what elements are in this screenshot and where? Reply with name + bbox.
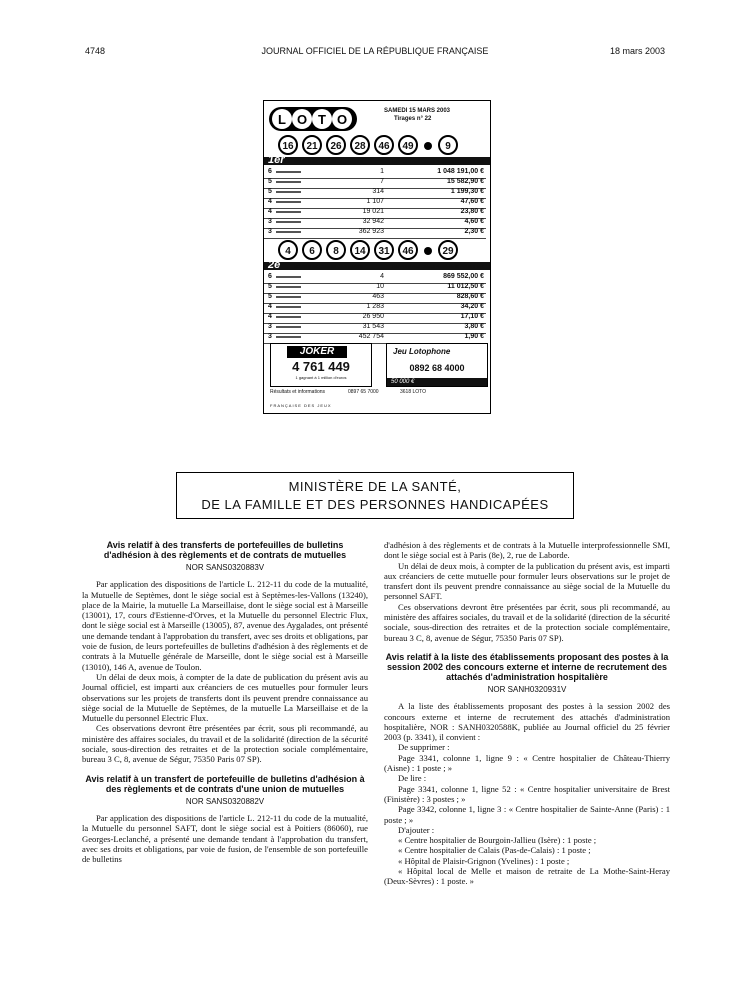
list-line: De lire : [398, 773, 427, 784]
svg-text:O: O [296, 112, 308, 127]
col-winners: NOMBRE DE GRILLES GAGNANTES [294, 264, 363, 269]
list-line: Page 3341, colonne 1, ligne 9 : « Centre hospitalier de Château-Thierry (Aisne) : 1 poste ; » [384, 752, 670, 774]
ministry-line1: MINISTÈRE DE LA SANTÉ, [288, 479, 462, 494]
notice2-title: Avis relatif à un transfert de portefeuille de bulletins d'adhésion à des règlements et de contrats d'une union de mutuelles [85, 773, 365, 794]
bonus-separator [424, 247, 432, 255]
list-line: D'ajouter : [398, 824, 435, 835]
drawn-ball: 31 [374, 240, 394, 260]
drawn-ball: 8 [326, 240, 346, 260]
rank: 3 [268, 333, 272, 340]
bonus-separator [424, 142, 432, 150]
notice2-para3: Ces observations devront être présentées par écrit, sous pli recommandé, au ministère des affaires sociales, du travail et de la solidarité (direction de la sécurité sociale, sous-direction des retraites et de la protection sociale complémentaire, bureau 3 C, 8, avenue de Ségur, 75350 Paris 07 SP). [384, 601, 670, 643]
rank-description [276, 211, 301, 213]
prize-amount: 1 199,30 € [450, 188, 484, 195]
joker-logo: JOKER [287, 346, 347, 358]
loto-results-figure [263, 100, 491, 414]
prize-amount: 828,60 € [456, 293, 484, 300]
rank-description [276, 306, 301, 308]
winners-count: 4 [380, 273, 384, 280]
list-line: « Centre hospitalier de Calais (Pas-de-Calais) : 1 poste ; [398, 845, 591, 856]
rank-description [276, 336, 301, 338]
drawn-ball: 46 [374, 135, 394, 155]
winners-count: 26 950 [362, 313, 384, 320]
lotophone-band: 50 000 € [387, 378, 487, 386]
rank-description [276, 191, 301, 193]
notice3-title: Avis relatif à la liste des établissements proposant des postes à la session 2002 des concours externe et interne de recrutement des attachés d'administration hospitalière [385, 651, 669, 682]
notice1-para3: Ces observations devront être présentées par écrit, sous pli recommandé, au ministère des affaires sociales, du travail et de la solidarité (direction de la sécurité sociale, sous-direction des retraites et de la protection sociale complémentaire, bureau 3 C, 8, avenue de Ségur, 75350 Paris 07 SP). [82, 723, 368, 765]
prize-amount: 1,90 € [464, 333, 484, 340]
rank: 4 [268, 208, 272, 215]
notice1-para1: Par application des dispositions de l'article L. 212-11 du code de la mutualité, la Mutuelle de Septèmes, dont le siège social est à Septèmes-les-Vallons (13240), place de la Mairie, la mutuelle La Marseillaise, dont le siège social est à Marseille (13001), 17, cours d'Estienne-d'Orves, et la Mutuelle du personnel Electric Flux, dont le siège social est à Marseille (13005), 87, avenue des Aygalades, ont présenté une demande tendant à l'approbation du transfert, avec ses droits et obligations, par voie de fusion, de leurs portefeuilles de bulletins d'adhésion à des règlements et de contrats à la Mutuelle générale de Marseille, dont le siège social est à Marseille (13010), 146 A, avenue de Toulon. [82, 579, 369, 672]
draw-info [384, 107, 484, 123]
ministry-line2: DE LA FAMILLE ET DES PERSONNES HANDICAPÉES [201, 497, 549, 512]
rank-description [276, 181, 301, 183]
rank-description [276, 316, 301, 318]
rank: 5 [268, 188, 272, 195]
rank-description [276, 221, 301, 223]
rank: 4 [268, 198, 272, 205]
drawn-ball: 14 [350, 240, 370, 260]
notice2-para1-cont: d'adhésion à des règlements et de contrats à la Mutuelle interprofessionnelle SMI, dont le siège social est à Paris (8e), 2, rue de Laborde. [384, 540, 670, 561]
winners-count: 314 [372, 188, 384, 195]
draw2-tag: 2e [268, 259, 281, 271]
winners-count: 1 107 [366, 198, 384, 205]
winners-count: 362 923 [358, 228, 384, 235]
notice1-title: Avis relatif à des transferts de portefeuilles de bulletins d'adhésion à des règlements et de contrats de mutuelles [103, 540, 347, 560]
notice2-para1: Par application des dispositions de l'article L. 212-11 du code de la mutualité, la Mutuelle du personnel SAFT, dont le siège social est à Poitiers (86060), rue Georges-Leclanché, a présenté une demande tendant à l'approbation du transfert, avec ses droits et obligations, par voie de fusion, de l'ensemble de son portefeuille de bulletins [82, 812, 368, 865]
lotophone-label: Jeu Lotophone [393, 347, 451, 356]
bonus-ball: 29 [438, 240, 458, 260]
lotophone-box [386, 343, 488, 387]
list-line: « Hôpital de Plaisir-Grignon (Yvelines) : 1 poste ; [398, 855, 570, 866]
list-line: Page 3342, colonne 1, ligne 3 : « Centre hospitalier de Sainte-Anne (Paris) : 1 poste ; » [384, 804, 670, 825]
prize-amount: 23,80 € [460, 208, 484, 215]
svg-text:T: T [318, 112, 326, 127]
list-line: De supprimer : [398, 742, 450, 753]
drawn-ball: 21 [302, 135, 322, 155]
draw1-tag: 1er [268, 154, 285, 166]
rank-description [276, 171, 301, 173]
drawn-ball: 26 [326, 135, 346, 155]
winners-count: 1 283 [366, 303, 384, 310]
footer-minitel: 3618 LOTO [400, 389, 427, 395]
drawn-ball: 16 [278, 135, 298, 155]
prize-amount: 11 012,50 € [447, 283, 484, 290]
col-amount: RAPPORT PAR GRILLE GAGNANTE POUR 0,15 € [392, 159, 485, 164]
drawn-ball: 49 [398, 135, 418, 155]
draw2-balls [266, 240, 488, 262]
svg-text:O: O [336, 112, 348, 127]
winners-count: 32 942 [362, 218, 384, 225]
rank: 3 [268, 228, 272, 235]
ministry-heading [176, 472, 574, 519]
prize-amount: 34,20 € [460, 303, 484, 310]
winners-count: 7 [380, 178, 384, 185]
winners-count: 10 [376, 283, 384, 290]
rank: 3 [268, 323, 272, 330]
rank: 6 [268, 273, 272, 280]
fdj-logo: FRANÇAISE DES JEUX [270, 403, 332, 408]
rank-description [276, 231, 301, 233]
rank-description [276, 326, 301, 328]
journal-title: JOURNAL OFFICIEL DE LA RÉPUBLIQUE FRANÇAISE [261, 46, 489, 56]
footer-info: Résultats et informations [270, 389, 326, 395]
rank: 4 [268, 303, 272, 310]
drawn-ball: 46 [398, 240, 418, 260]
rank-description [276, 201, 301, 203]
prize-amount: 1 048 191,00 € [437, 168, 484, 175]
prize-amount: 2,30 € [464, 228, 484, 235]
footer-phone: 0897 65 7000 [348, 389, 379, 395]
joker-number: 4 761 449 [292, 359, 350, 374]
prize-amount: 17,10 € [460, 313, 484, 320]
list-line: « Centre hospitalier de Bourgoin-Jallieu (Isère) : 1 poste ; [398, 835, 597, 846]
lotophone-number: 0892 68 4000 [409, 363, 465, 373]
prize-amount: 4,60 € [464, 218, 484, 225]
prize-amount: 869 552,00 € [443, 273, 484, 280]
table-row [264, 227, 486, 239]
notice1-nor: NOR SANS0320883V [185, 563, 265, 572]
joker-note: 1 gagnant à 1 million d'euros [295, 375, 347, 380]
notice3-nor: NOR SANH0320931V [487, 684, 567, 694]
rank-description [276, 286, 301, 288]
rank: 5 [268, 283, 272, 290]
rank: 4 [268, 313, 272, 320]
prize-amount: 15 582,90 € [447, 178, 484, 185]
right-column [384, 540, 670, 887]
left-column [82, 540, 368, 864]
drawn-ball: 4 [278, 240, 298, 260]
drawn-ball: 6 [302, 240, 322, 260]
rank: 5 [268, 178, 272, 185]
prize-amount: 3,80 € [464, 323, 484, 330]
notice2-nor: NOR SANS0320882V [185, 796, 265, 806]
draw1-balls [266, 135, 488, 157]
joker-box [270, 343, 372, 387]
drawn-ball: 28 [350, 135, 370, 155]
notice3-para1: A la liste des établissements proposant des postes à la session 2002 des concours externe et interne de recrutement des attachés d'administration hospitalière, NOR : SANH0320588K, publiée au Journal officiel du 25 février 2003 (p. 3341), il convient : [384, 701, 670, 743]
col-winners: NOMBRE DE GRILLES GAGNANTES [294, 159, 363, 164]
svg-text:L: L [278, 112, 286, 127]
notice1-para2: Un délai de deux mois, à compter de la date de publication du présent avis au Journal officiel, est imparti aux créanciers de ces mutuelles pour formuler leurs observations sur les projets de transferts dont ils peuvent prendre connaissance au siège social de la Mutuelle de Septèmes, de la mutuelle La Marseillaise et de la Mutuelle du personnel Electric Flux. [82, 671, 368, 724]
page-number: 4748 [85, 46, 106, 56]
draw-date: SAMEDI 15 MARS 2003 [384, 108, 451, 114]
col-amount: RAPPORT PAR GRILLE GAGNANTE POUR 0,15 € [392, 264, 485, 269]
winners-count: 31 543 [362, 323, 384, 330]
loto-logo [268, 105, 358, 133]
rank: 5 [268, 293, 272, 300]
rank-description [276, 296, 301, 298]
winners-count: 19 021 [362, 208, 384, 215]
winners-count: 452 754 [358, 333, 384, 340]
draw-number: Tirages n° 22 [394, 116, 432, 122]
bonus-ball: 9 [438, 135, 458, 155]
winners-count: 1 [380, 168, 384, 175]
rank-description [276, 276, 301, 278]
issue-date: 18 mars 2003 [609, 46, 665, 56]
winners-count: 463 [372, 293, 384, 300]
rank: 3 [268, 218, 272, 225]
prize-amount: 47,60 € [460, 198, 484, 205]
list-line: « Hôpital local de Melle et maison de retraite de La Mothe-Saint-Heray (Deux-Sèvres) : 1 poste. » [384, 866, 670, 887]
notice2-para2: Un délai de deux mois, à compter de la publication du présent avis, est imparti aux créanciers de cette mutuelle pour formuler leurs observations sur le projet de transfert dont ils peuvent prendre connaissance au siège social de la Mutuelle du personnel SAFT. [384, 560, 670, 602]
rank: 6 [268, 168, 272, 175]
list-line: Page 3341, colonne 1, ligne 52 : « Centre hospitalier universitaire de Brest (Finistère) : 3 postes ; » [384, 783, 670, 804]
